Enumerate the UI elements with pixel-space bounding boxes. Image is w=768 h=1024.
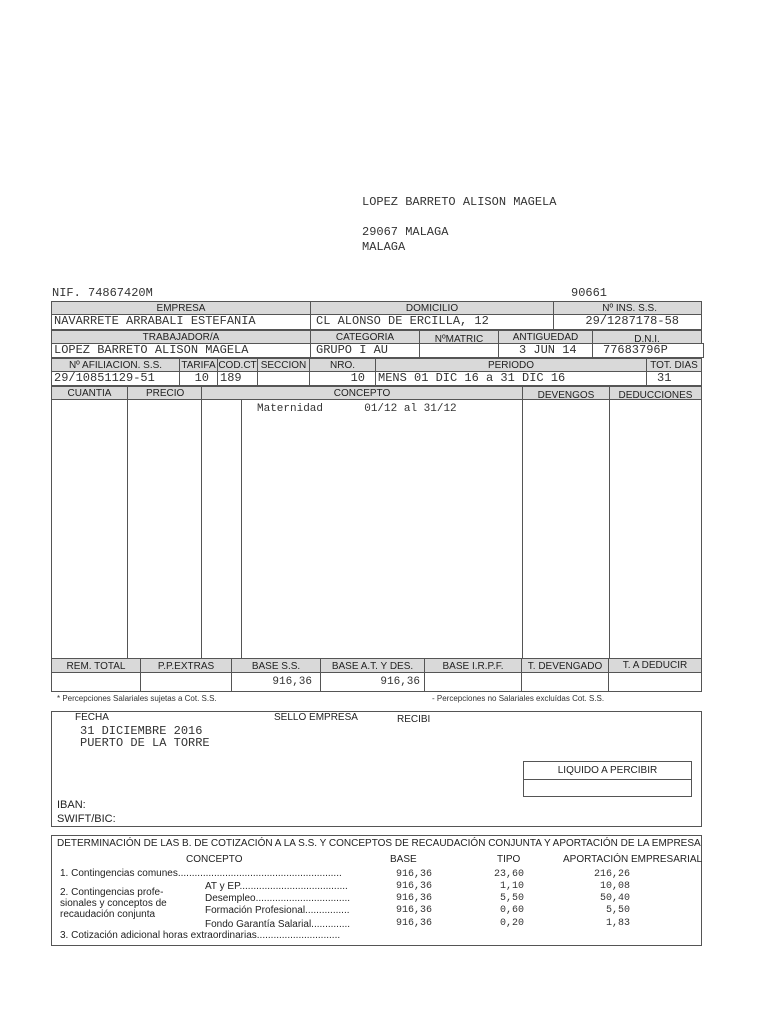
row-formacion: Formación Profesional................ <box>205 905 350 916</box>
value-periodo: MENS 01 DIC 16 a 31 DIC 16 <box>375 371 647 386</box>
sello-empresa-label: SELLO EMPRESA <box>274 712 358 723</box>
swift-label: SWIFT/BIC: <box>57 813 116 825</box>
header-t-devengado: T. DEVENGADO <box>521 658 609 673</box>
value-categoria: GRUPO I AU <box>310 343 420 358</box>
value-nro: 10 <box>309 371 376 386</box>
header-ins-ss: Nº INS. S.S. <box>553 301 702 315</box>
header-matric: NºMATRIC <box>419 330 499 344</box>
value-t-deducir <box>608 672 702 692</box>
value-tarifa: 10 <box>179 371 218 386</box>
header-precio: PRECIO <box>127 386 202 400</box>
column-divider <box>127 399 128 659</box>
contrib-tipo: 1,10 <box>499 881 524 892</box>
row-contingencias-comunes: 1. Contingencias comunes........................................................... <box>60 868 342 879</box>
value-tot-dias: 31 <box>646 371 702 386</box>
note-salarial: * Percepciones Salariales sujetas a Cot. S.S. <box>57 694 217 703</box>
contrib-base: 916,36 <box>395 905 432 916</box>
contrib-aportacion: 50,40 <box>599 893 630 904</box>
contrib-tipo: 0,60 <box>499 905 524 916</box>
header-devengos: DEVENGOS <box>522 386 610 400</box>
header-tarifa: TARIFA <box>179 358 218 372</box>
row-fondo-garantia: Fondo Garantía Salarial.............. <box>205 919 351 930</box>
contribution-col-base: BASE <box>390 854 417 865</box>
contrib-aportacion: 5,50 <box>605 905 630 916</box>
value-base-at: 916,36 <box>320 672 425 692</box>
value-t-devengado <box>521 672 609 692</box>
contrib-aportacion: 1,83 <box>605 918 630 929</box>
header-seccion: SECCION <box>257 358 310 372</box>
note-no-salarial: - Percepciones no Salariales excluídas Cot. S.S. <box>432 694 605 703</box>
contrib-base: 916,36 <box>395 893 432 904</box>
header-cuantia: CUANTIA <box>51 386 128 400</box>
fecha-label: FECHA <box>75 712 109 723</box>
value-dni: 77683796P <box>592 343 704 358</box>
liquido-label: LIQUIDO A PERCIBIR <box>524 762 691 780</box>
contribution-col-tipo: TIPO <box>497 854 521 865</box>
contrib-base: 916,36 <box>395 918 432 929</box>
value-trabajador: LOPEZ BARRETO ALISON MAGELA <box>51 343 311 358</box>
header-trabajador: TRABAJADOR/A <box>51 330 311 344</box>
header-base-irpf: BASE I.R.P.F. <box>424 658 522 673</box>
column-divider <box>609 399 610 659</box>
recipient-name: LOPEZ BARRETO ALISON MAGELA <box>362 195 557 209</box>
document-code: 90661 <box>571 286 608 300</box>
iban-label: IBAN: <box>57 799 86 811</box>
contrib-tipo: 5,50 <box>499 893 524 904</box>
contrib-tipo: 23,60 <box>493 869 524 880</box>
value-ins-ss: 29/1287178-58 <box>553 314 702 330</box>
signature-place: PUERTO DE LA TORRE <box>80 736 210 750</box>
value-antiguedad: 3 JUN 14 <box>498 343 593 358</box>
header-base-ss: BASE S.S. <box>231 658 321 673</box>
value-cod-ct: 189 <box>217 371 258 386</box>
concept-name: Maternidad <box>257 403 324 415</box>
header-dni: D.N.I. <box>592 330 702 344</box>
contrib-tipo: 0,20 <box>499 918 524 929</box>
header-deducciones: DEDUCCIONES <box>609 386 702 400</box>
signature-date: 31 DICIEMBRE 2016 <box>80 724 203 738</box>
concept-row <box>257 403 457 415</box>
value-seccion <box>257 371 310 386</box>
column-divider <box>241 399 242 659</box>
value-pp-extras <box>140 672 232 692</box>
row-at-ep: AT y EP....................................... <box>205 881 348 892</box>
contrib-base: 916,36 <box>395 869 432 880</box>
value-base-irpf <box>424 672 522 692</box>
row-group2-line2: sionales y conceptos de <box>60 898 167 909</box>
row-horas-extra: 3. Cotización adicional horas extraordinarias.............................. <box>60 930 341 941</box>
header-pp-extras: P.P.EXTRAS <box>140 658 232 673</box>
value-matric <box>419 343 499 358</box>
contribution-col-concepto: CONCEPTO <box>186 854 243 865</box>
value-afiliacion: 29/10851129-51 <box>51 371 180 386</box>
header-base-at: BASE A.T. Y DES. <box>320 658 425 673</box>
contribution-title: DETERMINACIÓN DE LAS B. DE COTIZACIÓN A LA S.S. Y CONCEPTOS DE RECAUDACIÓN CONJUNTA Y APORTACIÓN DE LA EMPRESA <box>57 838 701 849</box>
column-divider <box>522 399 523 659</box>
value-domicilio: CL ALONSO DE ERCILLA, 12 <box>310 314 554 330</box>
header-domicilio: DOMICILIO <box>310 301 554 315</box>
contribution-col-aportacion: APORTACIÓN EMPRESARIAL <box>563 854 703 865</box>
header-cod-ct: COD.CT <box>218 360 257 371</box>
concept-detail: 01/12 al 31/12 <box>364 403 457 415</box>
header-nro: NRO. <box>309 358 376 372</box>
row-group2-line3: recaudación conjunta <box>60 909 156 920</box>
liquido-box <box>523 761 692 797</box>
header-rem-total: REM. TOTAL <box>51 658 141 673</box>
header-empresa: EMPRESA <box>51 301 311 315</box>
concepts-table-body <box>51 399 702 659</box>
header-tot-dias: TOT. DIAS <box>646 358 702 372</box>
column-divider <box>201 399 202 659</box>
contrib-aportacion: 216,26 <box>593 869 630 880</box>
value-empresa: NAVARRETE ARRABALI ESTEFANIA <box>51 314 311 330</box>
header-afiliacion: Nº AFILIACION. S.S. <box>51 358 180 372</box>
header-categoria: CATEGORIA <box>310 330 420 344</box>
recibi-label: RECIBI <box>397 714 431 725</box>
contrib-base: 916,36 <box>395 881 432 892</box>
header-periodo: PERIODO <box>375 358 647 372</box>
recipient-province: MALAGA <box>362 240 406 254</box>
value-base-ss: 916,36 <box>231 672 321 692</box>
row-desempleo: Desempleo.................................. <box>205 893 351 904</box>
company-nif: NIF. 74867420M <box>52 286 153 300</box>
header-t-deducir: T. A DEDUCIR <box>608 658 702 673</box>
contrib-aportacion: 10,08 <box>599 881 630 892</box>
row-group2-line1: 2. Contingencias profe- <box>60 887 164 898</box>
header-antiguedad: ANTIGUEDAD <box>498 330 593 344</box>
recipient-postal-city: 29067 MALAGA <box>362 225 449 239</box>
header-concepto: CONCEPTO <box>201 386 523 400</box>
value-rem-total <box>51 672 141 692</box>
